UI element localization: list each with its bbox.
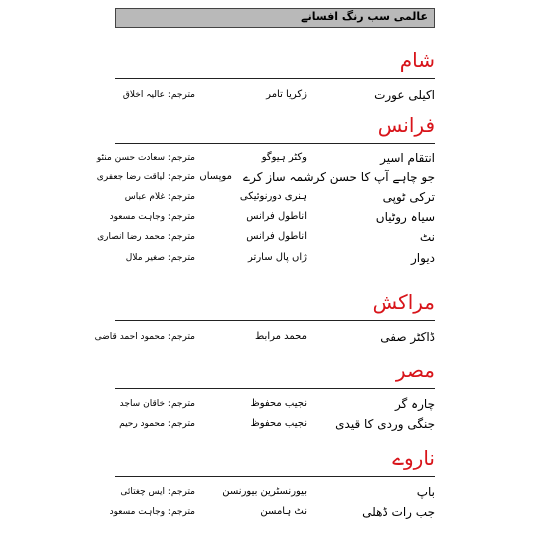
story-author: نٹ ہامسن <box>260 506 307 517</box>
story-entry <box>0 209 550 227</box>
country-heading: فرانس <box>377 113 435 137</box>
story-entry <box>0 169 550 187</box>
story-translator: مترجم: سعادت حسن منٹو <box>96 153 195 163</box>
story-entry <box>0 396 550 414</box>
story-author: اناطول فرانس <box>246 231 307 242</box>
story-author: زکریا تامر <box>266 89 307 100</box>
story-author: وکٹر ہیوگو <box>261 152 307 163</box>
story-translator: مترجم: لیاقت رضا جعفری <box>96 172 195 182</box>
story-translator: مترجم: ایس چغتائی <box>120 487 195 497</box>
story-translator: مترجم: محمد رضا انصاری <box>97 232 195 242</box>
story-author: بیورنسٹرین بیورنسن <box>222 486 307 497</box>
section-divider <box>115 320 435 321</box>
country-heading: شام <box>399 48 435 72</box>
story-author: موپساں <box>199 171 232 182</box>
section-divider <box>115 476 435 477</box>
section-divider <box>115 143 435 144</box>
story-entry <box>0 250 550 268</box>
story-title: اکیلی عورت <box>374 88 435 102</box>
story-translator: مترجم: صغیر ملال <box>125 253 195 263</box>
story-translator: مترجم: وجاہت مسعود <box>109 212 195 222</box>
story-translator: مترجم: محمود رحیم <box>119 419 195 429</box>
story-title: جنگی وردی کا قیدی <box>335 417 435 431</box>
story-author: نجیب محفوظ <box>250 418 307 429</box>
country-heading: ناروے <box>392 446 435 470</box>
story-author: اناطول فرانس <box>246 211 307 222</box>
story-author: نجیب محفوظ <box>250 398 307 409</box>
story-translator: مترجم: محمود احمد قاضی <box>94 332 195 342</box>
story-author: ہنری دورنوئیکی <box>239 191 307 202</box>
story-title: باپ <box>416 485 435 499</box>
story-translator: مترجم: خاقان ساجد <box>119 399 195 409</box>
story-title: انتقام اسیر <box>380 151 435 165</box>
story-entry <box>0 416 550 434</box>
story-entry <box>0 484 550 502</box>
section-divider <box>115 388 435 389</box>
story-translator: مترجم: وجاہت مسعود <box>109 507 195 517</box>
story-author: محمد مرابط <box>255 331 307 342</box>
section-divider <box>115 78 435 79</box>
story-entry <box>0 189 550 207</box>
story-author: ژاں پال سارتر <box>248 252 307 263</box>
running-header <box>115 8 435 28</box>
story-entry <box>0 87 550 105</box>
country-heading: مراکش <box>372 290 435 314</box>
story-title: جب رات ڈھلی <box>362 505 435 519</box>
book-title: عالمی سب رنگ افسانے <box>301 10 428 23</box>
story-translator: مترجم: عالیہ اخلاق <box>122 90 195 100</box>
story-title: ڈاکٹر صفی <box>380 330 435 344</box>
story-title: ترکی ٹوپی <box>382 190 435 204</box>
story-entry <box>0 150 550 168</box>
country-heading: مصر <box>395 358 435 382</box>
story-title: چارہ گر <box>394 397 435 411</box>
story-title: سیاہ روٹیاں <box>375 210 435 224</box>
story-entry <box>0 229 550 247</box>
story-entry <box>0 329 550 347</box>
story-title: نٹ <box>419 230 435 244</box>
story-title: جو چاہے آپ کا حسن کرشمہ ساز کرے <box>243 170 435 184</box>
story-entry <box>0 504 550 522</box>
story-translator: مترجم: غلام عباس <box>124 192 195 202</box>
story-title: دیوار <box>410 251 435 265</box>
